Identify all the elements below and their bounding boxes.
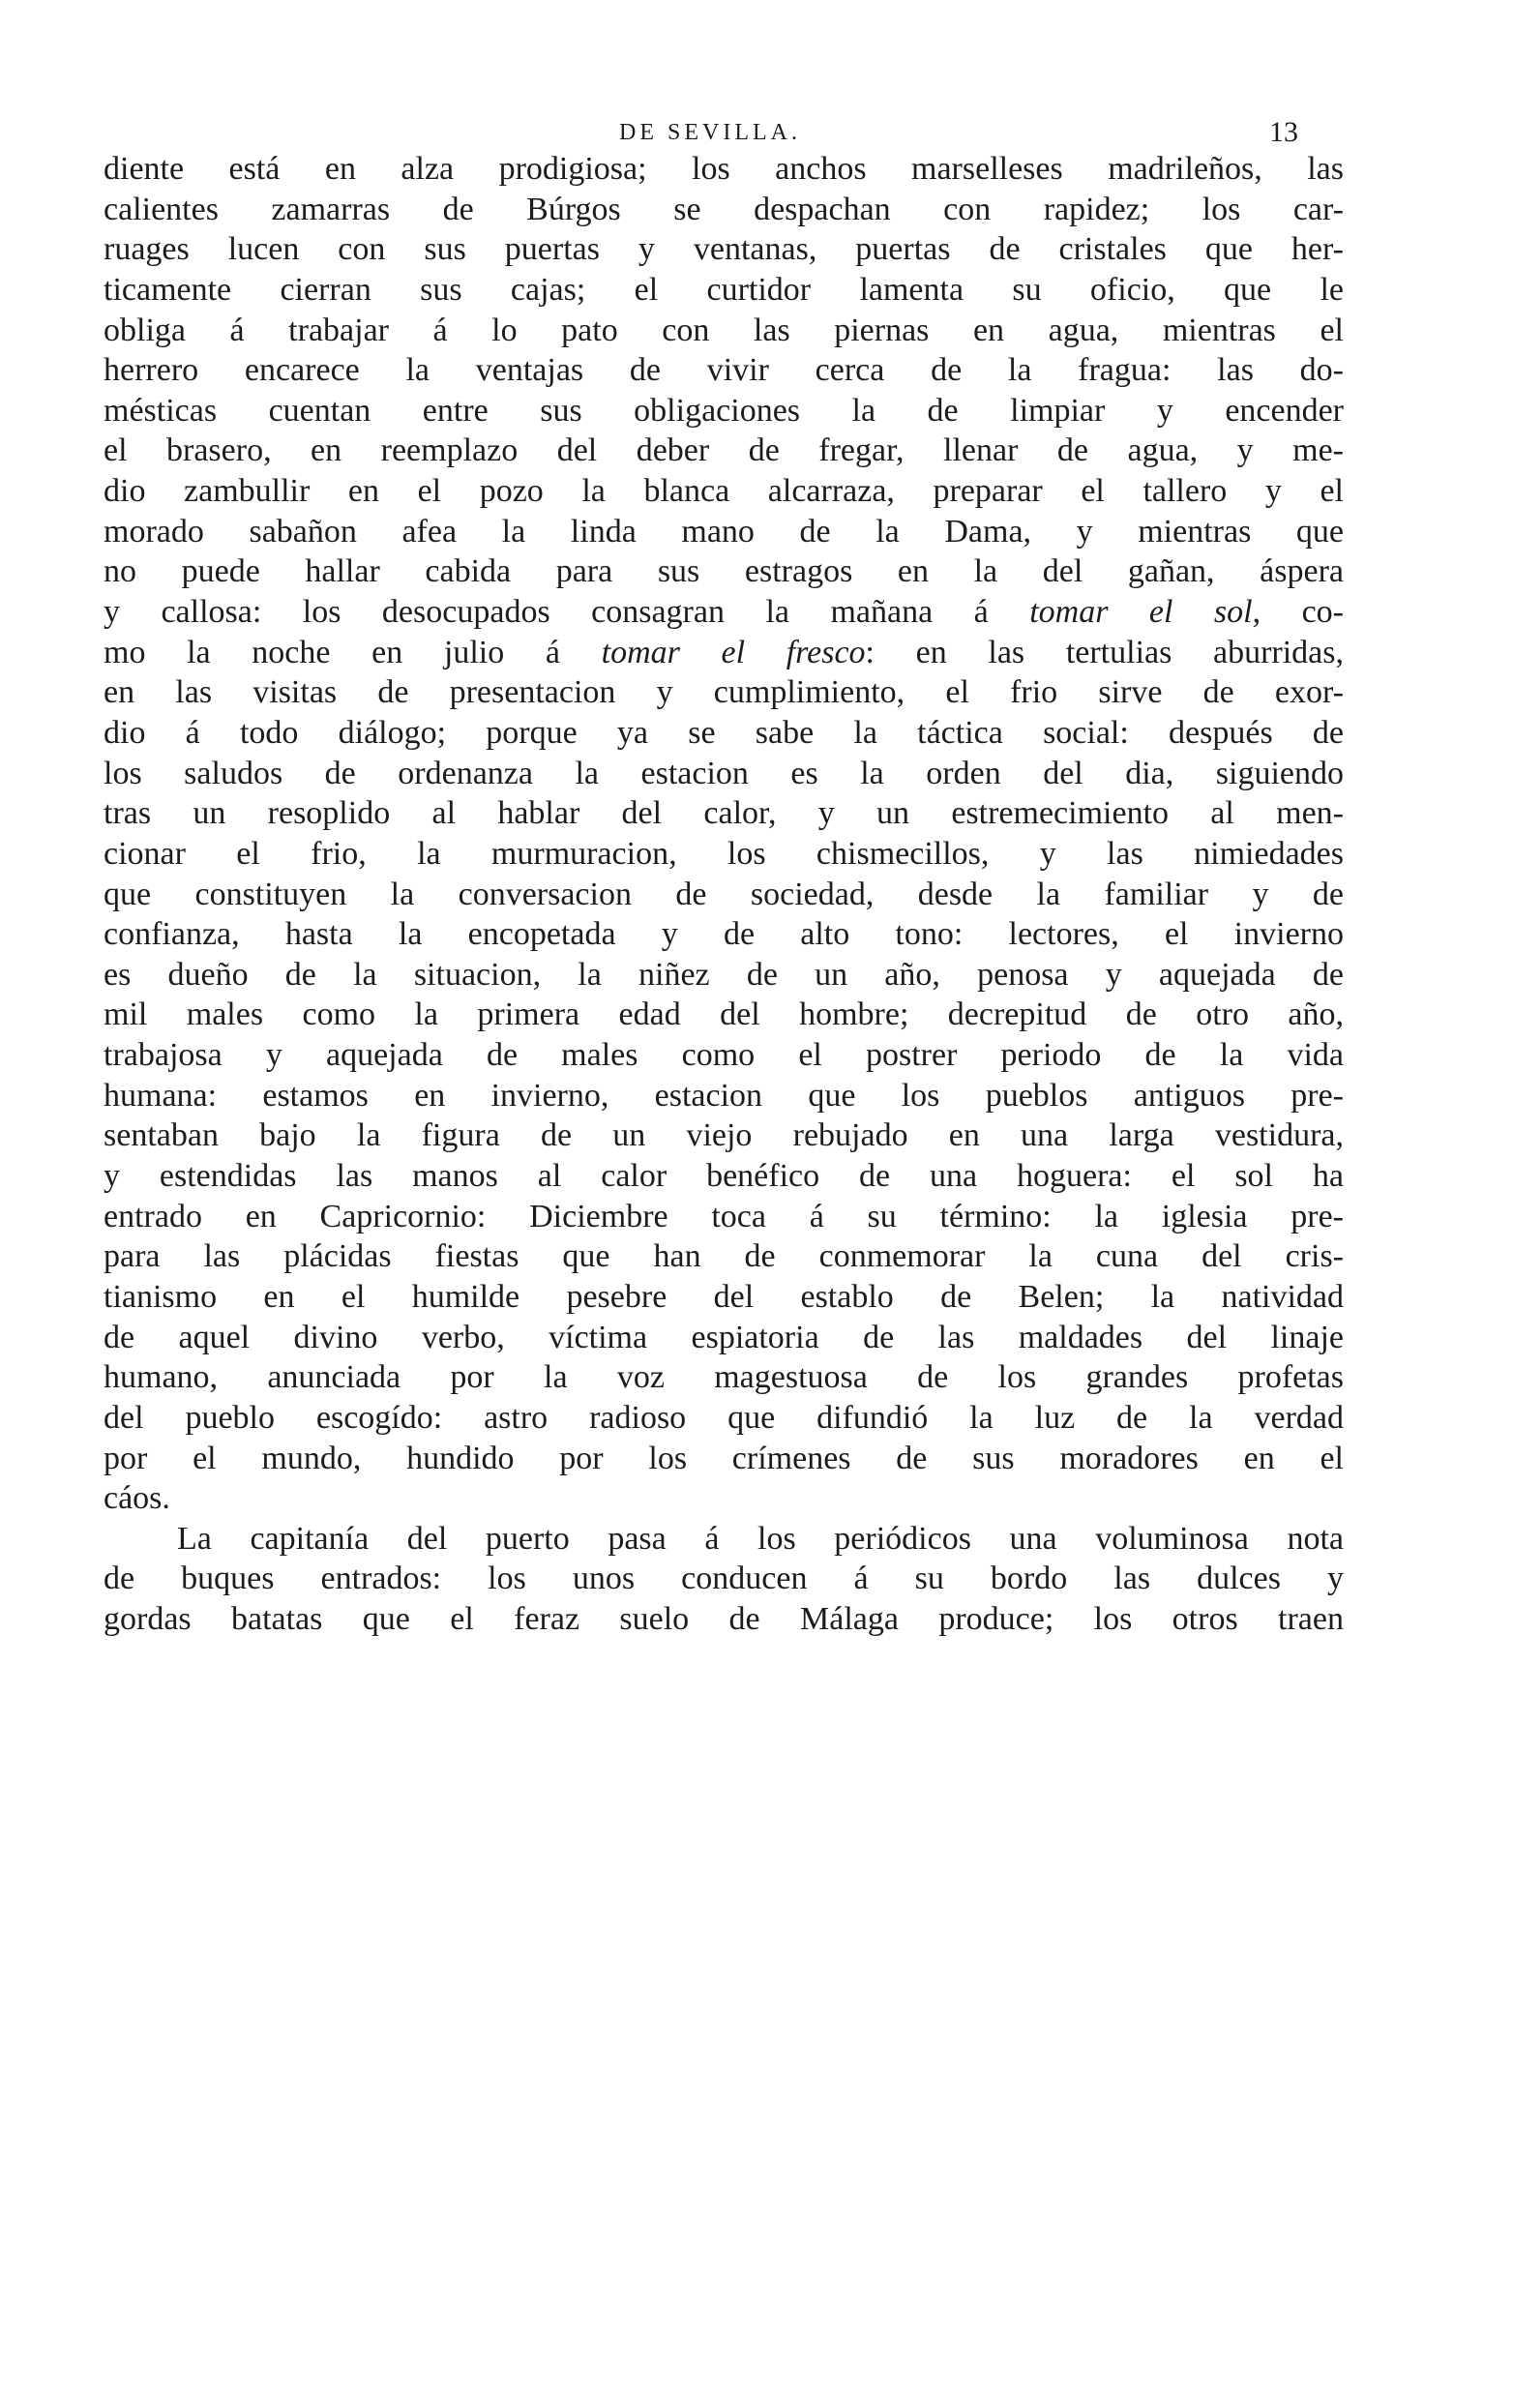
- text-line: por el mundo, hundido por los crímenes de sus moradores en el: [104, 1440, 1344, 1476]
- text-line: gordas batatas que el feraz suelo de Málaga produce; los otros traen: [104, 1601, 1344, 1638]
- text-line: confianza, hasta la encopetada y de alto tono: lectores, el invierno: [104, 916, 1344, 953]
- text-line: en las visitas de presentacion y cumplimiento, el frio sirve de exor-: [104, 674, 1344, 711]
- text-line: del pueblo escogído: astro radioso que difundió la luz de la verdad: [104, 1399, 1344, 1436]
- text-line: calientes zamarras de Búrgos se despachan con rapidez; los car-: [104, 191, 1344, 227]
- body-text: [104, 149, 1344, 1640]
- italic-phrase: tomar el fresco: [601, 634, 866, 670]
- text-line: [104, 592, 1344, 633]
- text-line: La capitanía del puerto pasa á los periódicos una voluminosa nota: [177, 1520, 1344, 1557]
- running-head: DE SEVILLA.: [619, 120, 801, 145]
- text-line: tras un resoplido al hablar del calor, y un estremecimiento al men-: [104, 795, 1344, 832]
- text-line: cáos.: [104, 1480, 170, 1517]
- text-line: sentaban bajo la figura de un viejo rebujado en una larga vestidura,: [104, 1117, 1344, 1154]
- text-line: cionar el frio, la murmuracion, los chismecillos, y las nimiedades: [104, 835, 1344, 872]
- text-segment: : en las tertulias aburridas,: [865, 634, 1344, 670]
- text-line: trabajosa y aquejada de males como el postrer periodo de la vida: [104, 1037, 1344, 1074]
- text-segment: , co-: [1252, 594, 1344, 631]
- text-line: humana: estamos en invierno, estacion que los pueblos antiguos pre-: [104, 1077, 1344, 1114]
- text-line: morado sabañon afea la linda mano de la Dama, y mientras que: [104, 513, 1344, 550]
- text-segment: mo la noche en julio á: [104, 634, 602, 670]
- text-line: ruages lucen con sus puertas y ventanas, puertas de cristales que her-: [104, 231, 1344, 268]
- text-line: tianismo en el humilde pesebre del establo de Belen; la natividad: [104, 1278, 1344, 1315]
- text-line: mésticas cuentan entre sus obligaciones la de limpiar y encender: [104, 392, 1344, 429]
- text-line: que constituyen la conversacion de sociedad, desde la familiar y de: [104, 876, 1344, 912]
- text-line: dio zambullir en el pozo la blanca alcarraza, preparar el tallero y el: [104, 473, 1344, 510]
- text-line: de buques entrados: los unos conducen á su bordo las dulces y: [104, 1561, 1344, 1597]
- text-line: ticamente cierran sus cajas; el curtidor lamenta su oficio, que le: [104, 271, 1344, 308]
- text-line: herrero encarece la ventajas de vivir cerca de la fragua: las do-: [104, 352, 1344, 389]
- text-line: entrado en Capricornio: Diciembre toca á su término: la iglesia pre-: [104, 1198, 1344, 1234]
- text-line: para las plácidas fiestas que han de conmemorar la cuna del cris-: [104, 1238, 1344, 1275]
- text-line: diente está en alza prodigiosa; los anchos marselleses madrileños, las: [104, 151, 1344, 187]
- text-line: [104, 633, 1344, 673]
- italic-phrase: tomar el sol: [1029, 594, 1253, 631]
- text-line: los saludos de ordenanza la estacion es la orden del dia, siguiendo: [104, 755, 1344, 791]
- text-line: obliga á trabajar á lo pato con las piernas en agua, mientras el: [104, 312, 1344, 348]
- text-line: de aquel divino verbo, víctima espiatoria de las maldades del linaje: [104, 1319, 1344, 1355]
- text-line: mil males como la primera edad del hombre; decrepitud de otro año,: [104, 996, 1344, 1033]
- text-line: no puede hallar cabida para sus estragos en la del gañan, áspera: [104, 553, 1344, 590]
- page-number: 13: [1269, 116, 1298, 148]
- text-line: el brasero, en reemplazo del deber de fregar, llenar de agua, y me-: [104, 432, 1344, 469]
- text-line: es dueño de la situacion, la niñez de un año, penosa y aquejada de: [104, 956, 1344, 993]
- text-line: dio á todo diálogo; porque ya se sabe la táctica social: después de: [104, 714, 1344, 751]
- text-line: y estendidas las manos al calor benéfico de una hoguera: el sol ha: [104, 1158, 1344, 1195]
- text-line: humano, anunciada por la voz magestuosa de los grandes profetas: [104, 1359, 1344, 1396]
- text-segment: y callosa: los desocupados consagran la mañana á: [104, 594, 1030, 631]
